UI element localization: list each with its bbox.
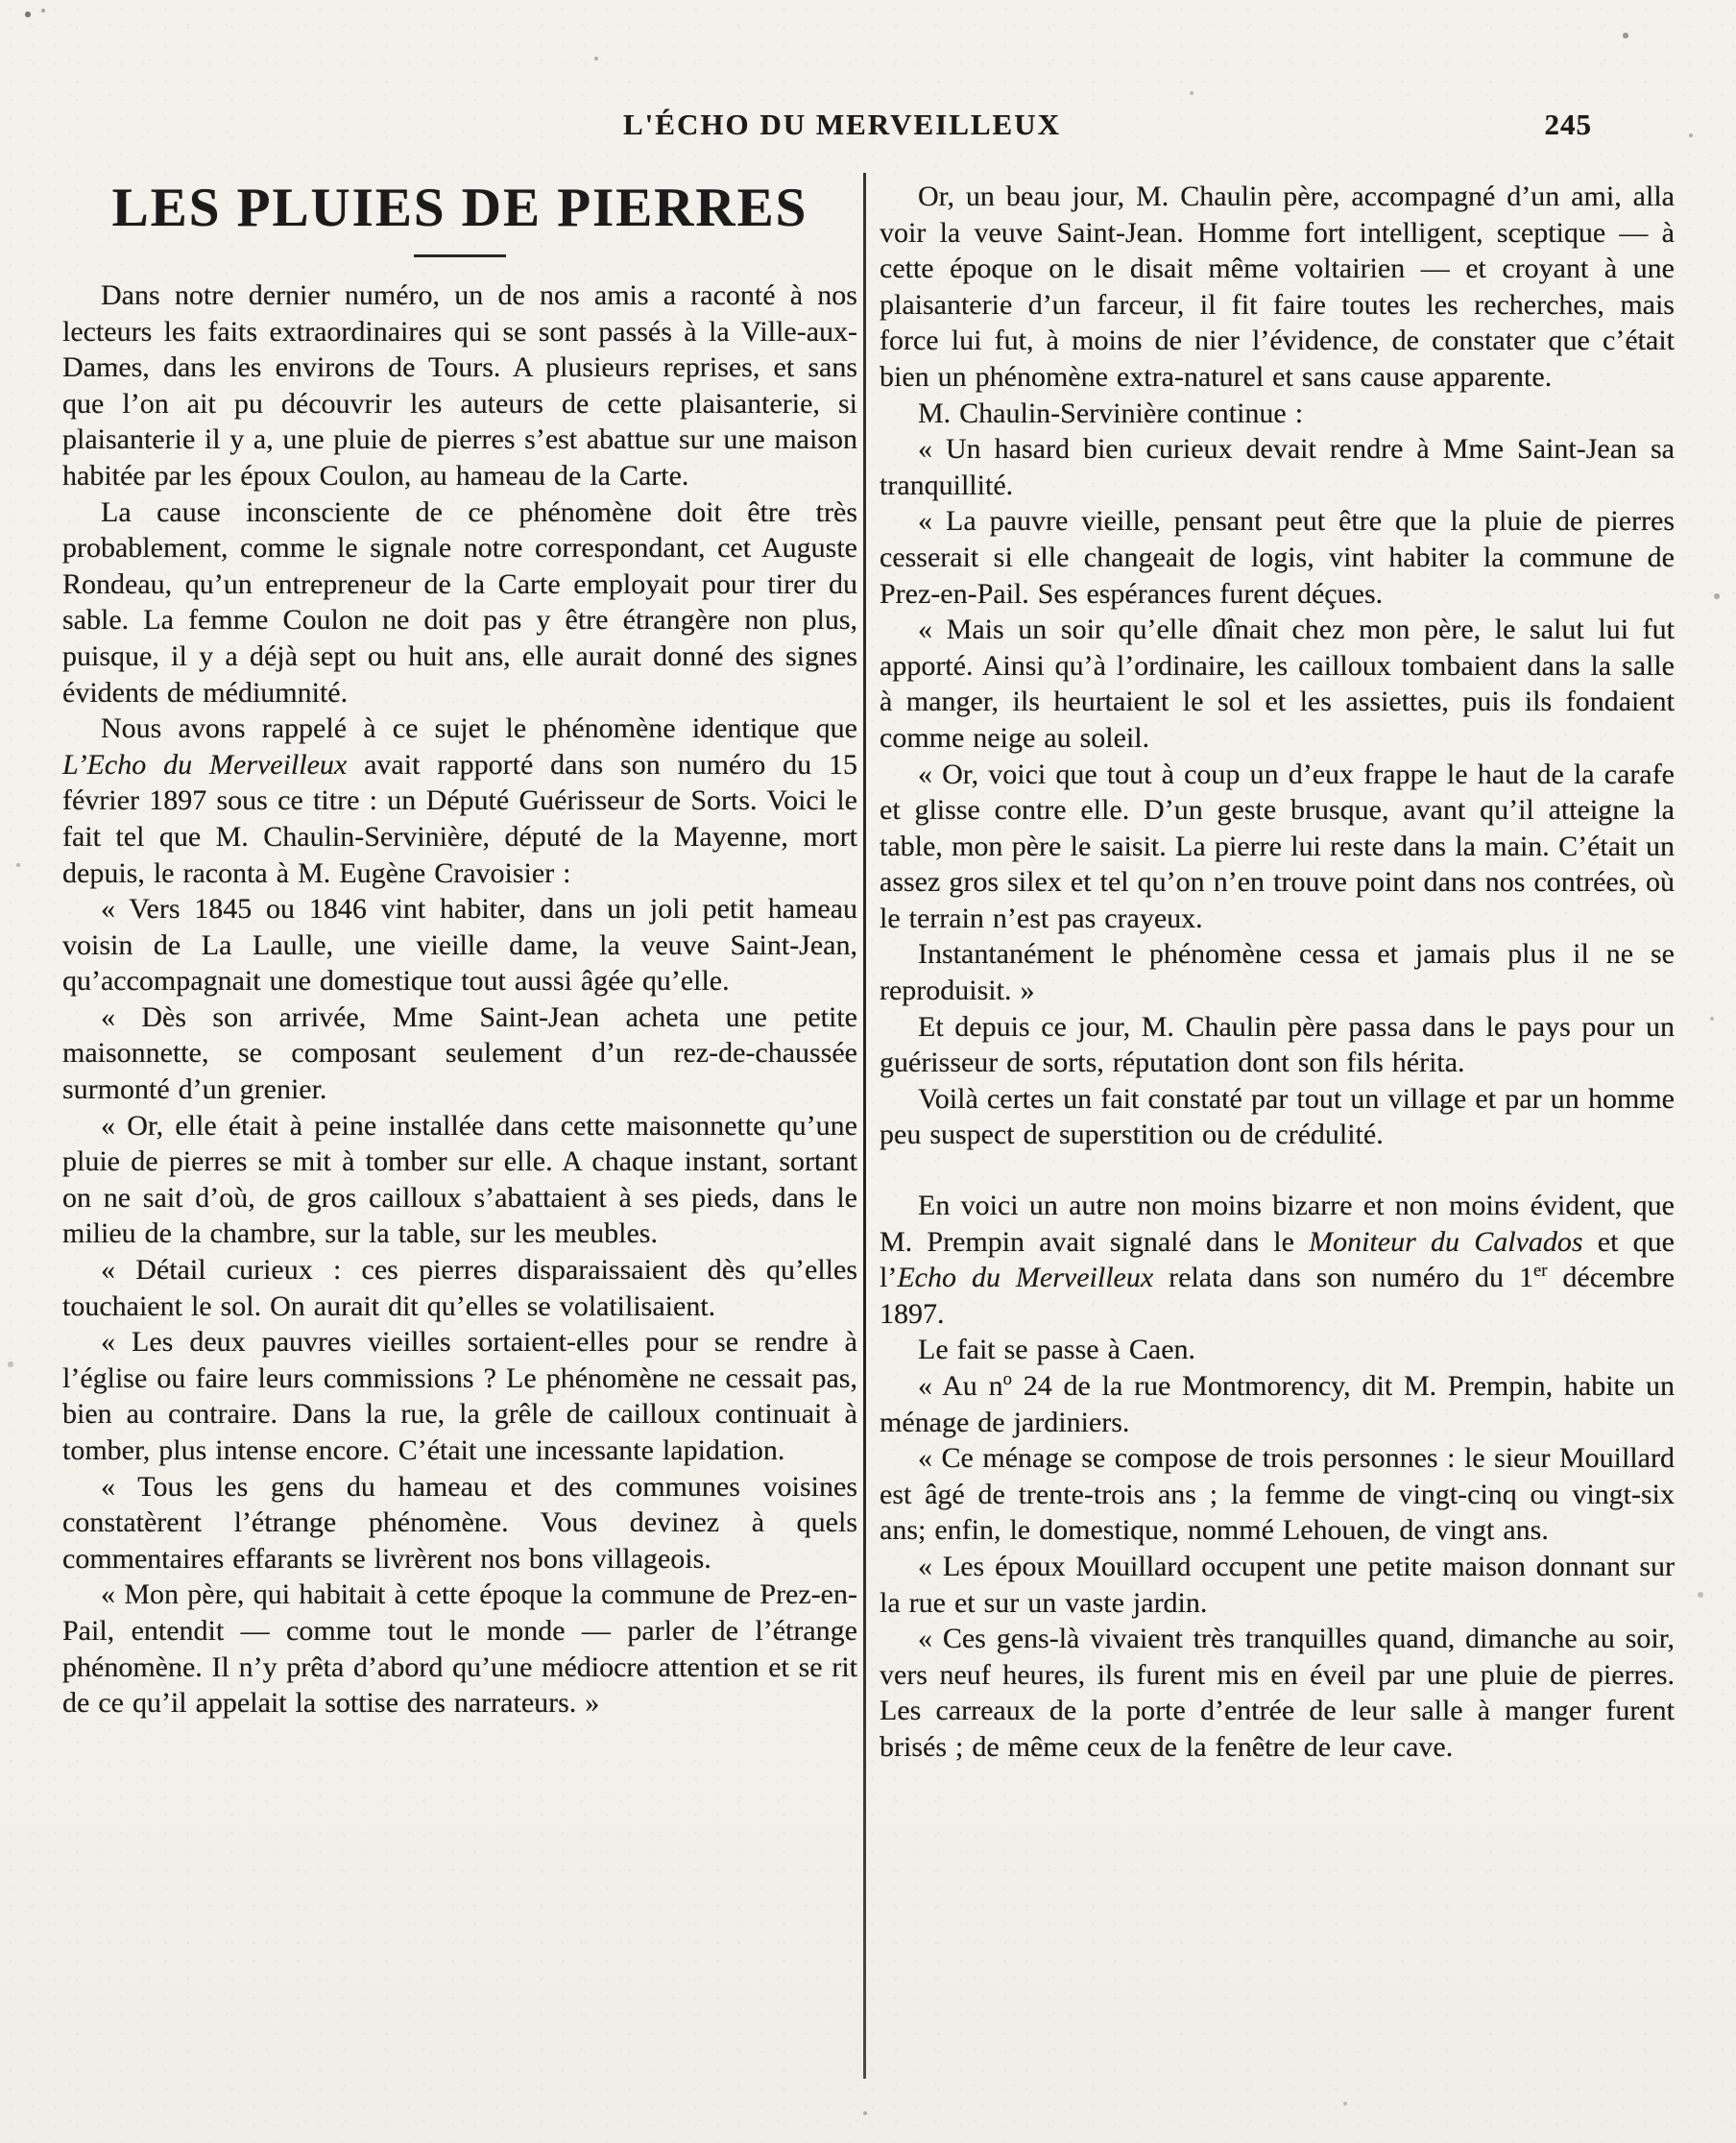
paragraph: « La pauvre vieille, pensant peut être que la pluie de pierres cesserait si elle changeait de logis, vint habiter la commune de Prez-en-Pail. Ses espérances furent déçues. [880,505,1675,610]
paragraph: « Un hasard bien curieux devait rendre à Mme Saint-Jean sa tranquillité. [880,433,1675,501]
paragraph: « Les deux pauvres vieilles sortaient-elles pour se rendre à l’église ou faire leurs commissions ? Le phénomène ne cessait pas, bien au contraire. Dans la rue, la grêle de cailloux continuait à tomber, plus intense encore. C’était une incessante lapidation. [62,1326,857,1466]
paragraph: « Dès son arrivée, Mme Saint-Jean acheta une petite maisonnette, se composant seulement d’un rez-de-chaussée surmonté d’un grenier. [62,1000,857,1106]
paragraph: « Or, voici que tout à coup un d’eux frappe le haut de la carafe et glisse contre elle. D’un geste brusque, avant qu’il atteigne la table, mon père le saisit. La pierre lui reste dans la main. C’était un assez gros silex et tel qu’on n’en trouve point dans nos contrées, où le terrain n’est pas crayeux. [880,758,1675,934]
journal-title: L'ÉCHO DU MERVEILLEUX [622,108,1062,141]
paragraph: La cause inconsciente de ce phénomène doit être très probablement, comme le signale notre correspondant, cet Auguste Rondeau, qu’un entrepreneur de la Carte employait pour tirer du sable. La femme Coulon ne doit pas y être étrangère non plus, puisque, il y a déjà sept ou huit ans, elle aurait donné des signes évidents de médiumnité. [62,495,857,709]
paragraph: « Tous les gens du hameau et des communes voisines constatèrent l’étrange phénomène. Vous devinez à quels commentaires effarants se livrèrent nos bons villageois. [62,1470,857,1575]
right-column [880,173,1675,1766]
paragraph: « Au $n^o$ 24 de la rue Montmorency, dit M. Prempin, habite un ménage de jardiniers. [880,1369,1675,1438]
column-divider [863,173,866,2079]
paragraph: Dans notre dernier numéro, un de nos amis a raconté à nos lecteurs les faits extraordinaires qui se sont passés à la Ville-aux-Dames, dans les environs de Tours. A plusieurs reprises, et sans que l’on ait pu découvrir les auteurs de cette plaisanterie, si plaisanterie il y a, une pluie de pierres s’est abattue sur une maison habitée par les époux Coulon, au hameau de la Carte. [62,279,857,492]
paragraph: Or, un beau jour, M. Chaulin père, accompagné d’un ami, alla voir la veuve Saint-Jean. Homme fort intelligent, sceptique — à cette époque on le disait même voltairien — et croyant à une plaisanterie d’un farceur, il fit faire toutes les recherches, mais force lui fut, à moins de nier l’évidence, de constater que c’était bien un phénomène extra-naturel et sans cause apparente. [880,181,1675,393]
right-column-paragraphs [880,179,1675,1766]
paragraph: « Or, elle était à peine installée dans cette maisonnette qu’une pluie de pierres se mit à tomber sur elle. A chaque instant, sortant on ne sait d’où, de gros cailloux s’abattaient à ses pieds, dans le milieu de la chambre, sur la table, sur les meubles. [62,1109,857,1250]
paragraph: « Mon père, qui habitait à cette époque la commune de Prez-en-Pail, entendit — comme tout le monde — parler de l’étrange phénomène. Il n’y prêta d’abord qu’une médiocre attention et se rit de ce qu’il appelait la sottise des narrateurs. » [62,1578,857,1720]
paragraph: Voilà certes un fait constaté par tout un village et par un homme peu suspect de superstition ou de crédulité. [880,1082,1675,1151]
paragraph: Instantanément le phénomène cessa et jamais plus il ne se reproduisit. » [880,938,1675,1007]
paragraph: « Mais un soir qu’elle dînait chez mon père, le salut lui fut apporté. Ainsi qu’à l’ordinaire, les cailloux tombaient dans la salle à manger, ils heurtaient le sol et les assiettes, puis ils fondaient comme neige au soleil. [880,614,1675,754]
title-rule [414,254,506,257]
paragraph: « Ces gens-là vivaient très tranquilles quand, dimanche au soir, vers neuf heures, ils furent mis en éveil par une pluie de pierres. Les carreaux de la porte d’entrée de leur salle à manger furent brisés ; de même ceux de la fenêtre de leur cave. [880,1623,1675,1763]
paragraph: M. Chaulin-Servinière continue : [918,397,1304,429]
article-title: LES PLUIES DE PIERRES [111,178,808,238]
paragraph: « Ce ménage se compose de trois personnes : le sieur Mouillard est âgé de trente-trois ans ; la femme de vingt-cinq ou vingt-six ans; enfin, le domestique, nommé Lehouen, de vingt ans. [880,1442,1675,1547]
paragraph: Et depuis ce jour, M. Chaulin père passa dans le pays pour un guérisseur de sorts, réputation dont son fils hérita. [880,1010,1675,1079]
paragraph: « Détail curieux : ces pierres disparaissaient dès qu’elles touchaient le sol. On aurait dit qu’elles se volatilisaient. [62,1254,857,1322]
scan-noise [0,0,2,2]
running-head [0,108,1736,150]
paragraph: « Les époux Mouillard occupent une petite maison donnant sur la rue et sur un vaste jardin. [880,1550,1675,1619]
paragraph: Nous avons rappelé à ce sujet le phénomène identique que L’Echo du Merveilleux avait rapporté dans son numéro du 15 février 1897 sous ce titre : un Député Guérisseur de Sorts. Voici le fait tel que M. Chaulin-Servinière, député de la Mayenne, mort depuis, le raconta à M. Eugène Cravoisier : [62,712,857,889]
left-column-paragraphs [62,277,857,1722]
paragraph: Le fait se passe à Caen. [918,1334,1196,1366]
page-number: 245 [1544,108,1592,141]
left-column [62,173,857,1722]
paragraph: « Vers 1845 ou 1846 vint habiter, dans un joli petit hameau voisin de La Laulle, une vieille dame, la veuve Saint-Jean, qu’accompagnait une domestique tout aussi âgée qu’elle. [62,893,857,998]
paragraph: En voici un autre non moins bizarre et non moins évident, que M. Prempin avait signalé dans le Moniteur du Calvados et que l’Echo du Merveilleux relata dans son numéro du 1er décembre 1897. [880,1190,1676,1330]
article-columns [62,173,1676,2079]
